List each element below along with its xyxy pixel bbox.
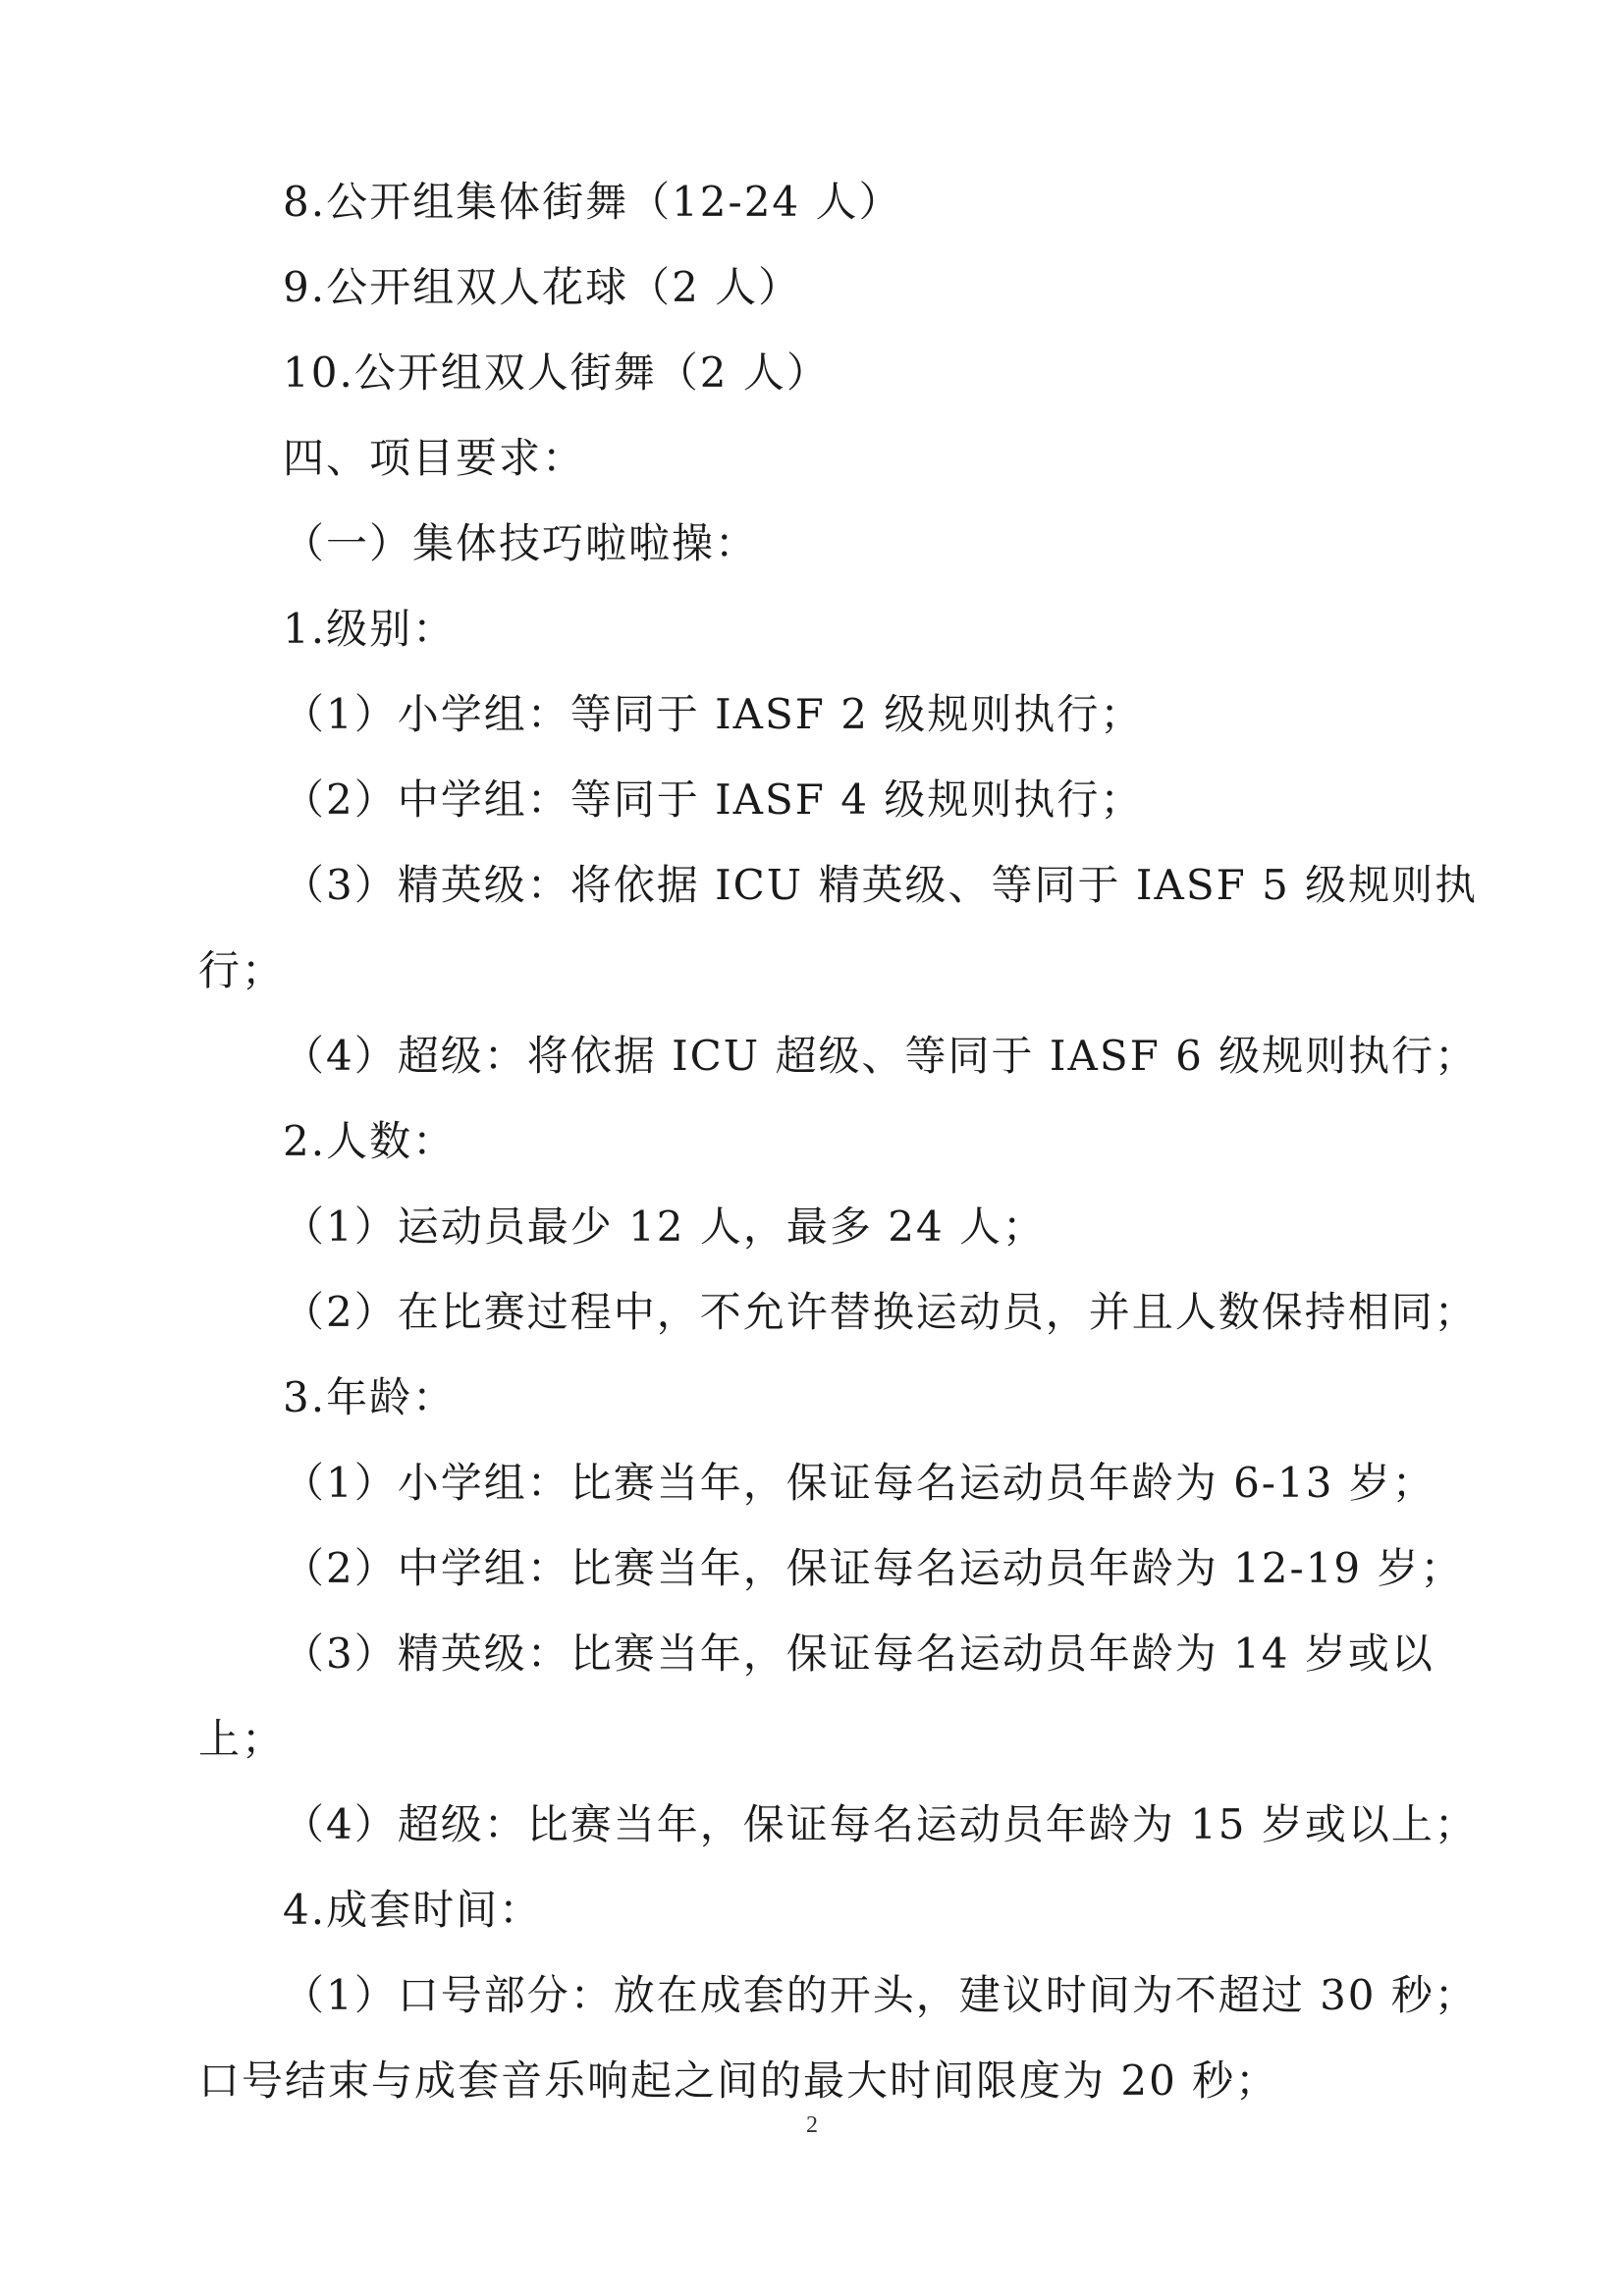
level-elite-continued: 行； [198, 946, 286, 994]
item-open-group-hiphop-doubles: 10.公开组双人街舞（2 人） [283, 348, 830, 397]
headcount-no-substitution: （2）在比赛过程中，不允许替换运动员，并且人数保持相同； [283, 1288, 1478, 1336]
subsection-heading-team-cheer: （一）集体技巧啦啦操： [283, 519, 759, 567]
age-super: （4）超级：比赛当年，保证每名运动员年龄为 15 岁或以上； [283, 1800, 1478, 1848]
clause-heading-routine-time: 4.成套时间： [283, 1886, 543, 1934]
age-secondary: （2）中学组：比赛当年，保证每名运动员年龄为 12-19 岁； [283, 1544, 1464, 1592]
item-open-group-team-hiphop: 8.公开组集体街舞（12-24 人） [283, 178, 902, 226]
clause-heading-level: 1.级别： [283, 605, 457, 653]
level-elite: （3）精英级：将依据 ICU 精英级、等同于 IASF 5 级规则执 [283, 861, 1479, 909]
routine-time-cheer-section: （1）口号部分：放在成套的开头，建议时间为不超过 30 秒； [283, 1971, 1478, 2019]
level-secondary: （2）中学组：等同于 IASF 4 级规则执行； [283, 775, 1144, 824]
page-number: 2 [806, 2112, 818, 2138]
clause-heading-headcount: 2.人数： [283, 1117, 457, 1165]
item-open-group-pom-doubles: 9.公开组双人花球（2 人） [283, 263, 802, 311]
level-primary: （1）小学组：等同于 IASF 2 级规则执行； [283, 690, 1144, 738]
age-elite-continued: 上； [198, 1715, 286, 1763]
clause-heading-age: 3.年龄： [283, 1373, 457, 1421]
routine-time-cheer-section-continued: 口号结束与成套音乐响起之间的最大时间限度为 20 秒； [198, 2056, 1279, 2105]
section-heading-requirements: 四、项目要求： [283, 434, 586, 482]
headcount-range: （1）运动员最少 12 人，最多 24 人； [283, 1202, 1047, 1251]
age-elite: （3）精英级：比赛当年，保证每名运动员年龄为 14 岁或以 [283, 1629, 1435, 1678]
level-super: （4）超级：将依据 ICU 超级、等同于 IASF 6 级规则执行； [283, 1032, 1479, 1080]
age-primary: （1）小学组：比赛当年，保证每名运动员年龄为 6-13 岁； [283, 1459, 1435, 1507]
